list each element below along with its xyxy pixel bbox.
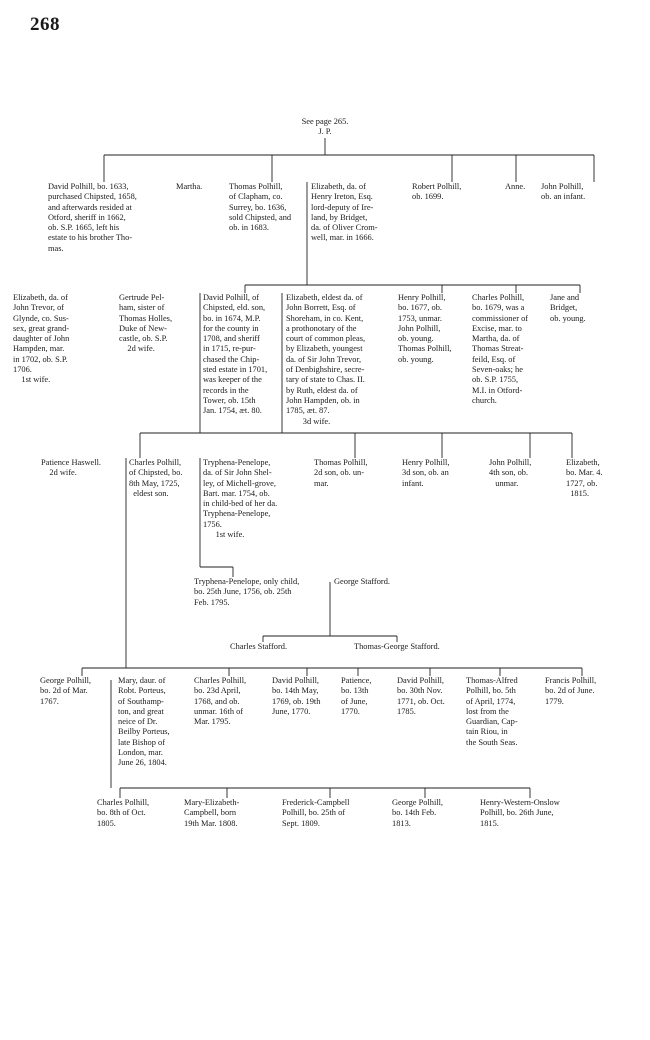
person-henry-polhill-3d: Henry Polhill, 3d son, ob. an infant.: [402, 458, 450, 488]
person-charles-polhill-1768: Charles Polhill, bo. 23d April, 1768, and ob. unmar. 16th of Mar. 1795.: [194, 676, 247, 727]
person-mary-porteus: Mary, daur. of Robt. Porteus, of Southamp- ton, and great neice of Dr. Beilby Porteus, late Bishop of London, mar. June 26, 1804.: [118, 676, 170, 768]
person-gertrude-pelham: Gertrude Pel- ham, sister of Thomas Holles, Duke of New- castle, ob. S.P. 2d wife.: [119, 293, 173, 354]
person-john-polhill-infant: John Polhill, ob. an infant.: [541, 182, 586, 202]
person-george-polhill-1767: George Polhill, bo. 2d of Mar. 1767.: [40, 676, 92, 706]
person-david-polhill-1674: David Polhill, of Chipsted, eld. son, bo. in 1674, M.P. for the county in 1708, and sheriff in 1715, re-pur- chased the Chip- sted estate in 1701, was keeper of the records in the Tower, ob. 15th Jan. 1754, æt. 80.: [203, 293, 268, 416]
person-anne: Anne.: [505, 182, 526, 191]
person-david-polhill-1771: David Polhill, bo. 30th Nov. 1771, ob. Oct. 1785.: [397, 676, 445, 716]
person-martha: Martha.: [176, 182, 203, 191]
page-number: 268: [30, 14, 60, 35]
person-jane-bridget: Jane and Bridget, ob. young.: [550, 293, 586, 323]
person-frederick-campbell-polhill: Frederick-Campbell Polhill, bo. 25th of Sept. 1809.: [282, 798, 350, 828]
person-john-polhill-4th: John Polhill, 4th son, ob. unmar.: [489, 458, 532, 488]
jp-root: J. P.: [318, 127, 332, 136]
person-david-polhill-1769: David Polhill, bo. 14th May, 1769, ob. 19th June, 1770.: [272, 676, 321, 716]
person-henry-polhill-1677: Henry Polhill, bo. 1677, ob. 1753, unmar. John Polhill, ob. young. Thomas Polhill, ob. young.: [398, 293, 452, 364]
person-tryphena-shelley: Tryphena-Penelope, da. of Sir John Shel- ley, of Michell-grove, Bart. mar. 1754, ob. in child-bed of her da. Tryphena-Penelope, 1756. 1st wife.: [203, 458, 278, 540]
person-david-polhill-1633: David Polhill, bo. 1633, purchased Chipsted, 1658, and afterwards resided at Otford, sheriff in 1662, ob. S.P. 1665, left his estate to his brother Tho- mas.: [48, 182, 137, 253]
person-elizabeth-1727: Elizabeth, bo. Mar. 4. 1727, ob. 1815.: [566, 458, 603, 498]
person-thomas-alfred-polhill: Thomas-Alfred Polhill, bo. 5th of April, 1774, lost from the Guardian, Cap- tain Riou, in the South Seas.: [466, 676, 518, 747]
person-charles-stafford: Charles Stafford.: [230, 642, 288, 651]
person-patience-haswell: Patience Haswell. 2d wife.: [41, 458, 101, 478]
person-thomas-george-stafford: Thomas-George Stafford.: [354, 642, 440, 651]
person-patience-1770: Patience, bo. 13th of June, 1770.: [341, 676, 372, 716]
see-page-ref: See page 265.: [301, 117, 349, 126]
person-thomas-polhill: Thomas Polhill, of Clapham, co. Surrey, bo. 1636, sold Chipsted, and ob. in 1683.: [229, 182, 292, 233]
person-charles-polhill-1725: Charles Polhill, of Chipsted, bo. 8th May, 1725, eldest son.: [129, 458, 183, 498]
person-elizabeth-ireton: Elizabeth, da. of Henry Ireton, Esq. lord-deputy of Ire- land, by Bridget, da. of Oliver Crom- well, mar. in 1666.: [311, 182, 378, 243]
person-tryphena-only-child: Tryphena-Penelope, only child, bo. 25th June, 1756, ob. 25th Feb. 1795.: [194, 577, 300, 607]
person-charles-polhill-1679: Charles Polhill, bo. 1679, was a commissioner of Excise, mar. to Martha, da. of Thomas Streat- feild, Esq. of Seven-oaks; he ob. S.P. 1755, M.I. in Otford- church.: [472, 293, 529, 405]
person-elizabeth-borrett: Elizabeth, eldest da. of John Borrett, Esq. of Shoreham, in co. Kent, a prothonotary of the court of common pleas, by Elizabeth, youngest da. of Sir John Trevor, of Denbighshire, secre- tary of state to Chas. II. by Ruth, eldest da. of John Hampden, ob. in 1785, æt. 87. 3d wife.: [286, 293, 366, 426]
person-elizabeth-trevor: Elizabeth, da. of John Trevor, of Glynde, co. Sus- sex, great grand- daughter of John Hampden, mar. in 1702, ob. S.P. 1706. 1st wife.: [13, 293, 70, 385]
person-robert-polhill: Robert Polhill, ob. 1699.: [412, 182, 462, 202]
person-thomas-polhill-2d: Thomas Polhill, 2d son, ob. un- mar.: [314, 458, 368, 488]
person-george-stafford: George Stafford.: [334, 577, 390, 586]
person-mary-elizabeth-campbell: Mary-Elizabeth- Campbell, born 19th Mar. 1808.: [184, 798, 240, 828]
person-charles-polhill-1805: Charles Polhill, bo. 8th of Oct. 1805.: [97, 798, 150, 828]
person-george-polhill-1813: George Polhill, bo. 14th Feb. 1813.: [392, 798, 444, 828]
person-henry-western-onslow-polhill: Henry-Western-Onslow Polhill, bo. 26th June, 1815.: [480, 798, 560, 828]
person-francis-polhill: Francis Polhill, bo. 2d of June. 1779.: [545, 676, 597, 706]
